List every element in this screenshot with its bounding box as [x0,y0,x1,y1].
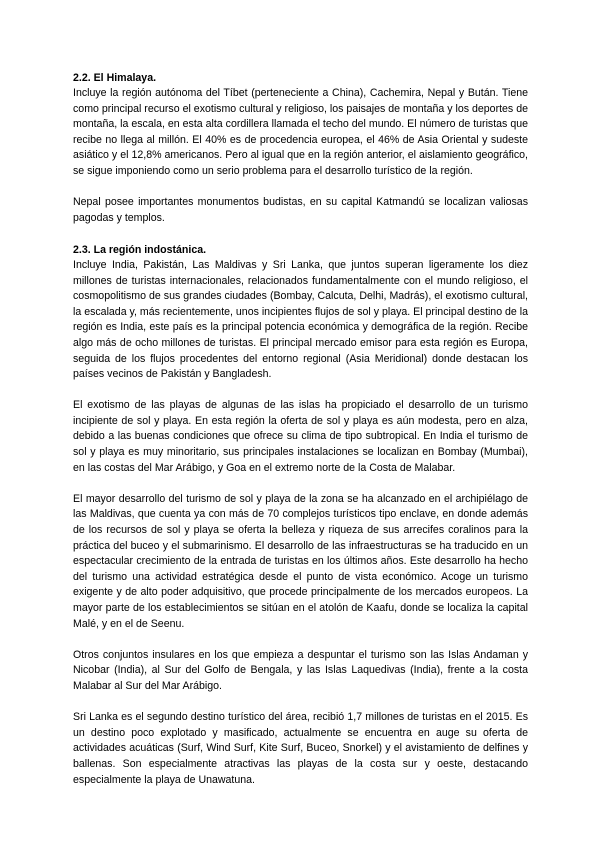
paragraph-sol-y-playa: El exotismo de las playas de algunas de las islas ha propiciado el desarrollo de un turismo incipiente de sol y playa. En esta región la oferta de sol y playa es aún modesta, pero en alza, debido a las buenas condiciones que ofrece su clima de tipo subtropical. En India el turismo de sol y playa es muy minoritario, sus principales instalaciones se localizan en Bombay (Mumbai), en las costas del Mar Arábigo, y Goa en el extremo norte de la Costa de Malabar. [73,399,528,474]
paragraph-indostanica-intro: Incluye India, Pakistán, Las Maldivas y Sri Lanka, que juntos superan ligeramente los diez millones de turistas internacionales, relacionados fundamentalmente con el mundo religioso, el cosmopolitismo de sus grandes ciudades (Bombay, Calcuta, Delhi, Madrás), el exotismo cultural, la escalada y, más recientemente, unos incipientes flujos de sol y playa. El principal destino de la región es India, este país es la principal potencia económica y demográfica de la región. Recibe algo más de ocho millones de turistas. El principal mercado emisor para esta región es Europa, seguida de los flujos procedentes del entorno regional (Asia Meridional) donde destacan los países vecinos de Pakistán y Bangladesh. [73,258,528,381]
section-heading-indostanica: 2.3. La región indostánica. [73,243,207,256]
paragraph-sri-lanka: Sri Lanka es el segundo destino turístico del área, recibió 1,7 millones de turistas en el 2015. Es un destino poco explotado y masificado, actualmente se encuentra en auge su oferta de actividades acuáticas (Surf, Wind Surf, Kite Surf, Buceo, Snorkel) y el avistamiento de delfines y ballenas. Son especialmente atractivas las playas de la costa sur y oeste, destacando especialmente la playa de Unawatuna. [73,711,528,786]
paragraph-maldivas: El mayor desarrollo del turismo de sol y playa de la zona se ha alcanzado en el archipiélago de las Maldivas, que cuenta ya con más de 70 complejos turísticos tipo enclave, en donde además de los recursos de sol y playa se oferta la belleza y riqueza de sus arrecifes coralinos para la práctica del buceo y el submarinismo. El desarrollo de las infraestructuras se ha traducido en un espectacular crecimiento de la entrada de turistas en los últimos años. Este desarrollo ha hecho del turismo una actividad estratégica desde el punto de vista económico. Acoge un turismo exigente y de alto poder adquisitivo, que procede principalmente de los mercados europeos. La mayor parte de los establecimientos se sitúan en el atolón de Kaafu, donde se localiza la capital Malé, y en el de Seenu. [73,492,528,630]
paragraph-nepal: Nepal posee importantes monumentos budistas, en su capital Katmandú se localizan valiosas pagodas y templos. [73,196,528,224]
section-heading-himalaya: 2.2. El Himalaya. [73,72,157,84]
paragraph-himalaya-intro: Incluye la región autónoma del Tíbet (perteneciente a China), Cachemira, Nepal y Bután. Tiene como principal recurso el exotismo cultural y religioso, los paisajes de montaña y los deportes de montaña, la escala, en esta alta cordillera llamada el techo del mundo. El número de turistas que recibe no llega al millón. El 40% es de procedencia europea, el 46% de Asia Oriental y sudeste asiático y el 12,8% americanos. Pero al igual que en la región anterior, el aislamiento geográfico, se sigue imponiendo como un serio problema para el desarrollo turístico de la región. [73,87,528,177]
paragraph-otros-conjuntos: Otros conjuntos insulares en los que empieza a despuntar el turismo son las Islas Andaman y Nicobar (India), al Sur del Golfo de Bengala, y las Islas Laquedivas (India), frente a la costa Malabar al Sur del Mar Arábigo. [73,648,528,692]
